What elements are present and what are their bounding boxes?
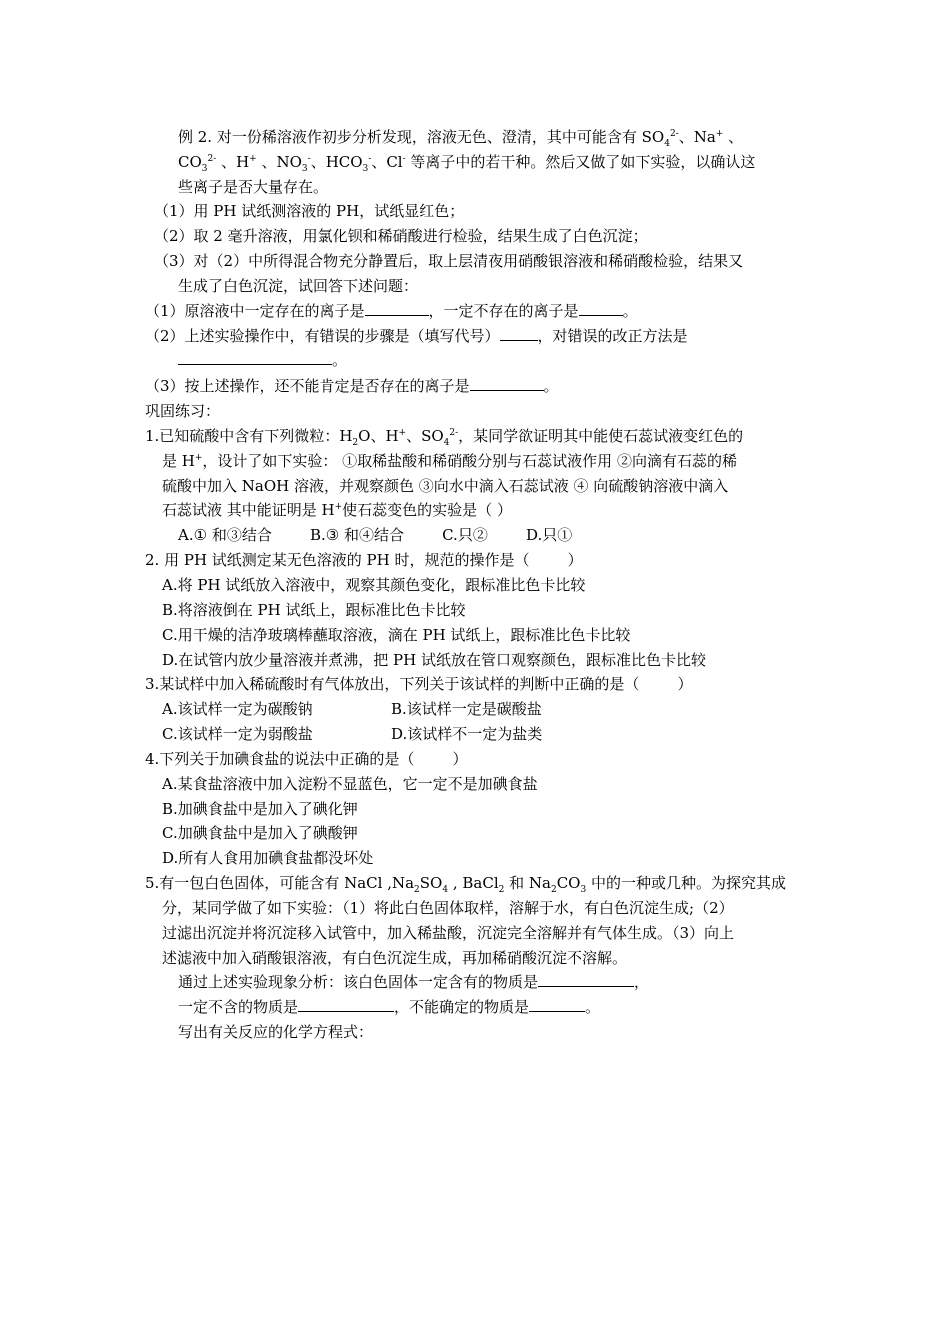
answer-blank[interactable] [298, 997, 394, 1012]
text: 中的一种或几种。为探究其成 [586, 874, 786, 892]
superscript: - [307, 154, 311, 164]
answer-blank[interactable] [365, 301, 429, 316]
example2-question1 [145, 301, 638, 321]
text: ，不能确定的物质是 [394, 998, 530, 1016]
example2-step3b: 生成了白色沉淀，试回答下述问题： [178, 277, 419, 295]
problem5-line2: 分，某同学做了如下实验：（1）将此白色固体取样，溶解于水，有白色沉淀生成;（2） [162, 899, 734, 917]
text: 、Cl [371, 153, 403, 171]
text: CO [178, 153, 202, 171]
problem5-line4: 述滤液中加入硝酸银溶液，有白色沉淀生成，再加稀硝酸沉淀不溶解。 [162, 949, 628, 967]
problem1-options: A.① 和③结合 B.③ 和④结合 C.只② D.只① [178, 526, 573, 544]
text: 使石蕊变色的实验是（ ） [342, 501, 512, 519]
example2-step2: （2）取 2 毫升溶液，用氯化钡和稀硝酸进行检验，结果生成了白色沉淀； [154, 227, 648, 245]
subscript: 2 [550, 885, 557, 895]
problem4-option-a: A.某食盐溶液中加入淀粉不显蓝色，它一定不是加碘食盐 [162, 775, 538, 793]
example2-line1 [178, 127, 743, 147]
text: 等离子中的若干种。然后又做了如下实验，以确认这 [405, 153, 756, 171]
problem5-equation: 写出有关反应的化学方程式： [178, 1023, 374, 1041]
superscript: + [334, 502, 343, 512]
text: 。 [585, 998, 601, 1016]
text: 、HCO [310, 153, 363, 171]
text: SO [419, 874, 443, 892]
text: CO [556, 874, 581, 892]
text: 、NO [256, 153, 302, 171]
subscript: 2 [414, 885, 420, 895]
problem5-line1 [145, 873, 786, 893]
subscript: 3 [580, 885, 587, 895]
problem5-analysis [178, 972, 649, 992]
text: 石蕊试液 其中能证明是 H [162, 501, 335, 519]
answer-blank[interactable] [500, 326, 538, 341]
example2-line2 [178, 152, 755, 172]
text: 、Na [678, 128, 716, 146]
text: 。 [332, 351, 348, 369]
text: 1.已知硫酸中含有下列微粒：H [145, 427, 353, 445]
answer-blank[interactable] [529, 997, 585, 1012]
text: 。 [543, 377, 559, 395]
answer-blank[interactable] [470, 376, 544, 391]
problem1-line2 [162, 451, 737, 471]
text: 例 2. 对一份稀溶液作初步分析发现，溶液无色、澄清，其中可能含有 SO [178, 128, 665, 146]
problem2-option-a: A.将 PH 试纸放入溶液中，观察其颜色变化，跟标准比色卡比较 [162, 576, 586, 594]
superscript: + [398, 428, 407, 438]
problem1-line4 [162, 500, 512, 520]
text: ，一定不存在的离子是 [428, 302, 579, 320]
example2-line3: 些离子是否大量存在。 [178, 178, 329, 196]
text: （3）按上述操作，还不能肯定是否存在的离子是 [145, 377, 470, 395]
subscript: 3 [362, 164, 369, 174]
superscript: 2- [669, 129, 679, 139]
text: O、H [358, 427, 399, 445]
subscript: 3 [301, 164, 308, 174]
superscript: 2- [449, 428, 459, 438]
subscript: 4 [664, 139, 670, 149]
problem5-line3: 过滤出沉淀并将沉淀移入试管中，加入稀盐酸，沉淀完全溶解并有气体生成。（3）向上 [162, 924, 735, 942]
text: ， [634, 973, 650, 991]
text: 通过上述实验现象分析：该白色固体一定含有的物质是 [178, 973, 539, 991]
superscript: - [368, 154, 372, 164]
text: 是 H [162, 452, 195, 470]
problem2-option-b: B.将溶液倒在 PH 试纸上，跟标准比色卡比较 [162, 601, 466, 619]
text: 、 [723, 128, 744, 146]
text: 5.有一包白色固体，可能含有 NaCl ,Na [145, 874, 415, 892]
text: （2）上述实验操作中，有错误的步骤是（填写代号） [145, 327, 500, 345]
text: （1）原溶液中一定存在的离子是 [145, 302, 365, 320]
problem2-stem: 2. 用 PH 试纸测定某无色溶液的 PH 时，规范的操作是（ ） [145, 551, 583, 569]
example2-question3 [145, 376, 559, 396]
problem3-stem: 3.某试样中加入稀硫酸时有气体放出，下列关于该试样的判断中正确的是（ ） [145, 675, 693, 693]
subscript: 2 [498, 885, 505, 895]
text: , BaCl [448, 874, 499, 892]
problem5-not-contain [178, 997, 600, 1017]
problem3-option-a: A.该试样一定为碳酸钠 [162, 700, 313, 718]
subscript: 2 [352, 438, 359, 448]
answer-blank[interactable] [579, 301, 623, 316]
problem4-option-b: B.加碘食盐中是加入了碘化钾 [162, 800, 358, 818]
example2-step1: （1）用 PH 试纸测溶液的 PH，试纸显红色； [154, 202, 465, 220]
practice-heading: 巩固练习： [145, 402, 221, 420]
problem4-option-d: D.所有人食用加碘食盐都没坏处 [162, 849, 374, 867]
text: 和 Na [504, 874, 551, 892]
problem4-option-c: C.加碘食盐中是加入了碘酸钾 [162, 824, 358, 842]
example2-question2-answer [178, 350, 347, 370]
problem1-line1 [145, 426, 743, 446]
answer-blank[interactable] [178, 350, 332, 365]
problem2-option-c: C.用干燥的洁净玻璃棒蘸取溶液，滴在 PH 试纸上，跟标准比色卡比较 [162, 626, 631, 644]
text: ，某同学欲证明其中能使石蕊试液变红色的 [458, 427, 744, 445]
text: 、SO [406, 427, 444, 445]
superscript: + [194, 453, 203, 463]
superscript: 2- [207, 154, 217, 164]
text: ，对错误的改正方法是 [537, 327, 688, 345]
text: 。 [622, 302, 638, 320]
example2-question2 [145, 326, 688, 346]
problem1-line3: 硫酸中加入 NaOH 溶液，并观察颜色 ③向水中滴入石蕊试液 ④ 向硫酸钠溶液中滴入 [162, 477, 729, 495]
problem3-option-c: C.该试样一定为弱酸盐 [162, 725, 313, 743]
superscript: - [402, 154, 406, 164]
problem2-option-d: D.在试管内放少量溶液并煮沸，把 PH 试纸放在管口观察颜色，跟标准比色卡比较 [162, 651, 706, 669]
problem4-stem: 4.下列关于加碘食盐的说法中正确的是（ ） [145, 750, 468, 768]
text: 一定不含的物质是 [178, 998, 299, 1016]
superscript: + [715, 129, 724, 139]
superscript: + [249, 154, 257, 164]
problem3-option-d: D.该试样不一定为盐类 [391, 725, 543, 743]
example2-step3a: （3）对（2）中所得混合物充分静置后，取上层清夜用硝酸银溶液和稀硝酸检验，结果又 [154, 252, 744, 270]
text: ，设计了如下实验： ①取稀盐酸和稀硝酸分别与石蕊试液作用 ②向滴有石蕊的稀 [202, 452, 737, 470]
subscript: 3 [201, 164, 208, 174]
subscript: 4 [443, 438, 450, 448]
text: 、H [216, 153, 250, 171]
answer-blank[interactable] [538, 972, 634, 987]
problem3-option-b: B.该试样一定是碳酸盐 [391, 700, 542, 718]
subscript: 4 [442, 885, 449, 895]
